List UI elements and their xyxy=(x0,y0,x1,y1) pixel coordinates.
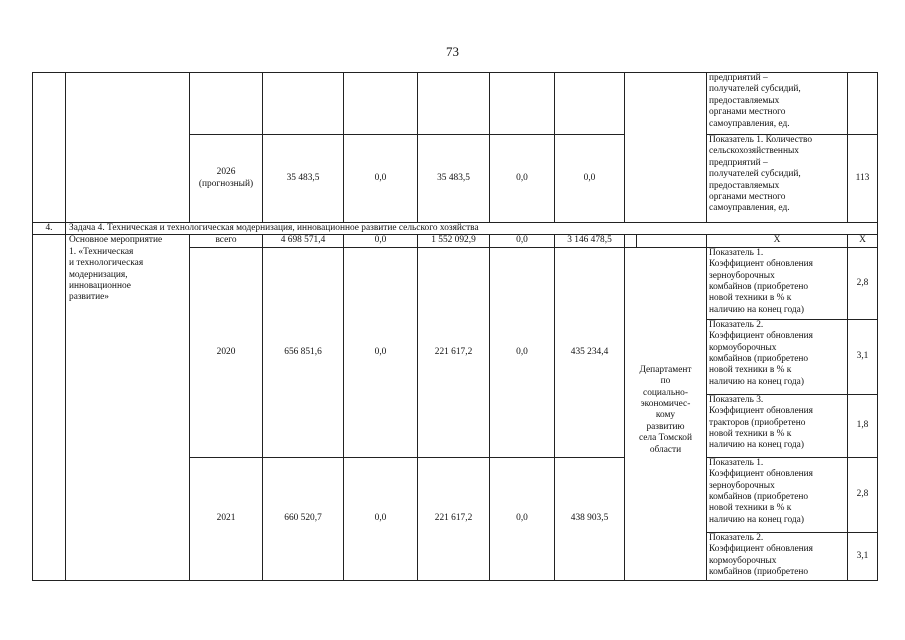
regional-cell: 221 617,2 xyxy=(418,457,490,580)
page-number: 73 xyxy=(446,44,459,59)
executor-cell: Департамент по социально- экономичес- кому развитию села Томской области xyxy=(625,247,707,580)
federal-cell: 0,0 xyxy=(344,135,418,223)
other-cell: 438 903,5 xyxy=(555,457,625,580)
other-cell: 435 234,4 xyxy=(555,247,625,457)
year-cell: 2020 xyxy=(190,247,263,457)
indicator-value: 3,1 xyxy=(848,532,878,580)
task-title: Задача 4. Техническая и технологическая модернизация, инновационное развитие сельского хозяйства xyxy=(66,223,878,235)
other-cell: 3 146 478,5 xyxy=(555,235,625,247)
indicator-cell: Показатель 2. Коэффициент обновления кормоуборочных комбайнов (приобретено новой техники в % к наличию на конец года) xyxy=(707,319,848,394)
indicator-value: 1,8 xyxy=(848,394,878,457)
total-cell: 35 483,5 xyxy=(263,135,344,223)
local-cell: 0,0 xyxy=(490,235,555,247)
regional-cell: 221 617,2 xyxy=(418,247,490,457)
indicator-value: 2,8 xyxy=(848,247,878,319)
federal-cell: 0,0 xyxy=(344,235,418,247)
local-cell: 0,0 xyxy=(490,135,555,223)
indicator-value: 113 xyxy=(848,135,878,223)
table-row xyxy=(33,73,878,135)
indicator-cell: Показатель 3. Коэффициент обновления тракторов (приобретено новой техники в % к наличию на конец года) xyxy=(707,394,848,457)
regional-cell: 1 552 092,9 xyxy=(418,235,490,247)
indicator-cell: Показатель 2. Коэффициент обновления кормоуборочных комбайнов (приобретено xyxy=(707,532,848,580)
indicator-cell: Показатель 1. Коэффициент обновления зерноуборочных комбайнов (приобретено новой техники в % к наличию на конец года) xyxy=(707,247,848,319)
program-table xyxy=(32,72,878,581)
x-mark: Х xyxy=(707,235,848,247)
indicator-value: 2,8 xyxy=(848,457,878,532)
x-mark: Х xyxy=(848,235,878,247)
local-cell: 0,0 xyxy=(490,247,555,457)
total-cell: 660 520,7 xyxy=(263,457,344,580)
total-cell: 4 698 571,4 xyxy=(263,235,344,247)
indicator-cell: предприятий – получателей субсидий, предоставляемых органами местного самоуправления, ед. xyxy=(707,73,848,135)
table-row xyxy=(33,235,878,247)
indicator-value: 3,1 xyxy=(848,319,878,394)
federal-cell: 0,0 xyxy=(344,247,418,457)
task-row xyxy=(33,223,878,235)
year-cell: 2021 xyxy=(190,457,263,580)
local-cell: 0,0 xyxy=(490,457,555,580)
total-label: всего xyxy=(190,235,263,247)
federal-cell: 0,0 xyxy=(344,457,418,580)
total-cell: 656 851,6 xyxy=(263,247,344,457)
year-cell: 2026 (прогнозный) xyxy=(190,135,263,223)
regional-cell: 35 483,5 xyxy=(418,135,490,223)
other-cell: 0,0 xyxy=(555,135,625,223)
indicator-cell: Показатель 1. Количество сельскохозяйственных предприятий – получателей субсидий, предоставляемых органами местного самоуправления, ед. xyxy=(707,135,848,223)
task-number: 4. xyxy=(33,223,66,235)
indicator-cell: Показатель 1. Коэффициент обновления зерноуборочных комбайнов (приобретено новой техники в % к наличию на конец года) xyxy=(707,457,848,532)
event-name: Основное мероприятие 1. «Техническая и технологическая модернизация, инновационное развитие» xyxy=(66,235,190,580)
